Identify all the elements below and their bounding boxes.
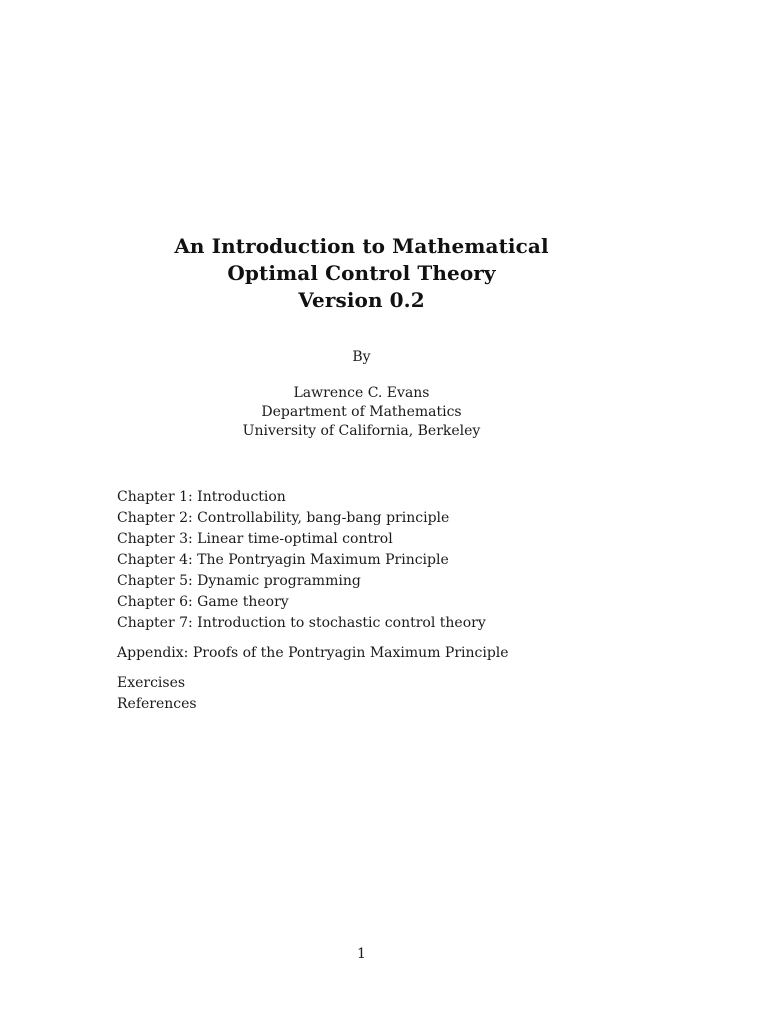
toc-chapter-2: Chapter 2: Controllability, bang-bang principle [117, 510, 450, 526]
author-department: Department of Mathematics [261, 404, 462, 420]
appendix-group [117, 643, 509, 664]
toc-chapter-3: Chapter 3: Linear time-optimal control [117, 531, 393, 547]
title-version: Version 0.2 [298, 288, 425, 312]
toc-chapter-7: Chapter 7: Introduction to stochastic control theory [117, 615, 486, 631]
toc-chapter-6: Chapter 6: Game theory [117, 594, 289, 610]
author-institution: University of California, Berkeley [242, 423, 481, 439]
table-of-contents [117, 487, 509, 715]
toc-chapter-5: Chapter 5: Dynamic programming [117, 573, 361, 589]
back-matter-group [117, 673, 509, 715]
toc-references: References [117, 696, 197, 712]
toc-chapter-1: Chapter 1: Introduction [117, 489, 286, 505]
author-name: Lawrence C. Evans [293, 385, 430, 401]
author-block [0, 384, 723, 441]
toc-appendix: Appendix: Proofs of the Pontryagin Maximum Principle [117, 645, 509, 661]
title-line: Optimal Control Theory [227, 261, 496, 285]
byline: By [352, 349, 371, 365]
page-number: 1 [357, 946, 366, 962]
chapter-list [117, 487, 509, 634]
toc-chapter-4: Chapter 4: The Pontryagin Maximum Principle [117, 552, 449, 568]
toc-exercises: Exercises [117, 675, 186, 691]
title-line: An Introduction to Mathematical [174, 234, 549, 258]
document-title [0, 233, 723, 314]
